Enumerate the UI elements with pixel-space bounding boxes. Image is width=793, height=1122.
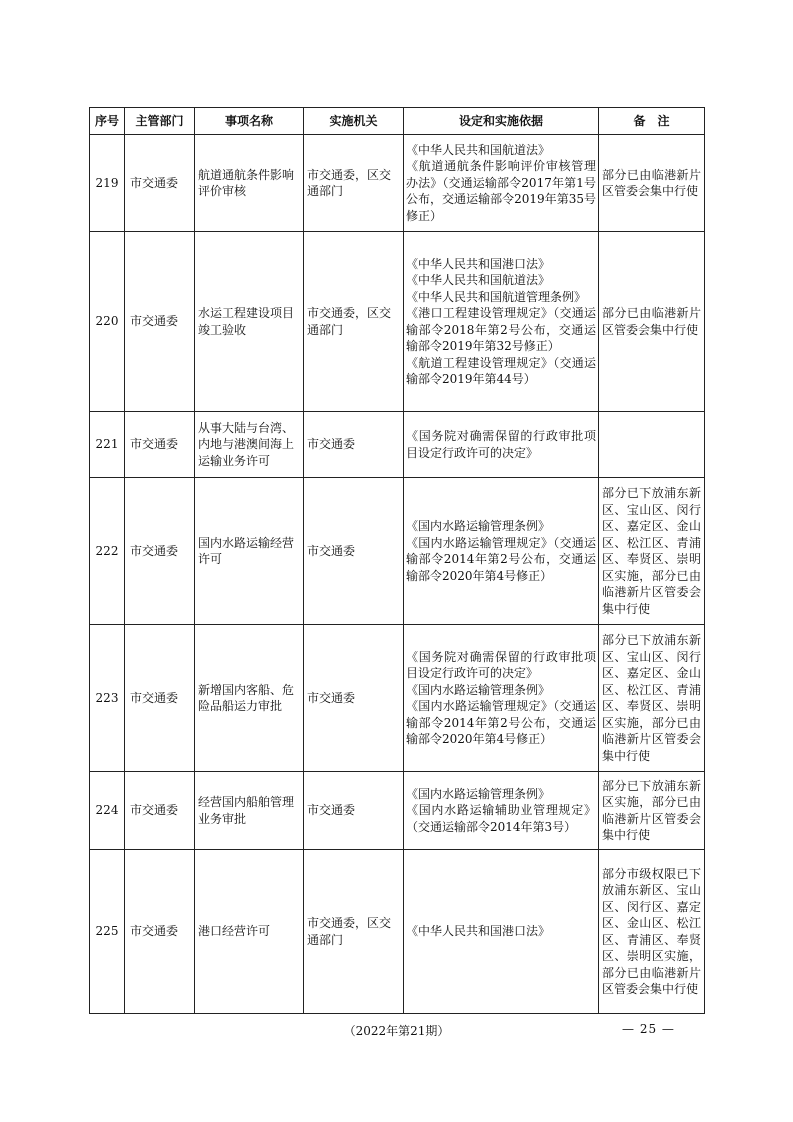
row-item-name-cell: 国内水路运输经营许可	[195, 478, 304, 625]
row-item-name-cell: 从事大陆与台湾、内地与港澳间海上运输业务许可	[195, 412, 304, 478]
row-note-cell	[599, 412, 705, 478]
table-row	[90, 478, 705, 625]
table-body	[90, 135, 705, 1014]
row-agency-cell: 市交通委	[304, 478, 404, 625]
header-note: 备 注	[599, 108, 705, 135]
footer-page-number: — 25 —	[622, 1022, 675, 1036]
basis-line: 《国内水路运输辅助业管理规定》（交通运输部令2014年第3号）	[406, 803, 596, 834]
row-item-name-cell: 港口经营许可	[195, 850, 304, 1014]
document-table	[89, 107, 705, 1014]
row-seq-cell: 221	[90, 412, 125, 478]
basis-line: 《中华人民共和国航道法》	[406, 273, 551, 287]
row-note-cell: 部分已下放浦东新区实施，部分已由临港新片区管委会集中行使	[599, 772, 705, 850]
table-row	[90, 135, 705, 232]
table-row	[90, 232, 705, 412]
row-basis-cell	[404, 478, 599, 625]
row-dept-cell: 市交通委	[125, 412, 195, 478]
basis-line: 《航道通航条件影响评价审核管理办法》（交通运输部令2017年第1号公布，交通运输部令2019年第35号修正）	[406, 159, 596, 223]
basis-line: 《国务院对确需保留的行政审批项目设定行政许可的决定》	[406, 649, 596, 680]
row-seq-cell: 222	[90, 478, 125, 625]
row-item-name-cell: 水运工程建设项目竣工验收	[195, 232, 304, 412]
row-basis-cell	[404, 135, 599, 232]
row-note-cell: 部分市级权限已下放浦东新区、宝山区、闵行区、嘉定区、金山区、松江区、青浦区、奉贤区、崇明区实施，部分已由临港新片区管委会集中行使	[599, 850, 705, 1014]
row-seq-cell: 223	[90, 625, 125, 772]
table-row	[90, 850, 705, 1014]
basis-line: 《中华人民共和国航道法》	[406, 142, 551, 157]
row-agency-cell: 市交通委	[304, 772, 404, 850]
row-note-cell: 部分已由临港新片区管委会集中行使	[599, 232, 705, 412]
row-basis-cell	[404, 772, 599, 850]
basis-line: 《中华人民共和国港口法》	[406, 256, 551, 271]
row-item-name-cell: 经营国内船舶管理业务审批	[195, 772, 304, 850]
basis-line: 《中华人民共和国航道管理条例》	[406, 289, 587, 304]
row-dept-cell: 市交通委	[125, 135, 195, 232]
row-agency-cell: 市交通委，区交通部门	[304, 135, 404, 232]
row-item-name-cell: 航道通航条件影响评价审核	[195, 135, 304, 232]
table-row	[90, 772, 705, 850]
row-basis-cell	[404, 412, 599, 478]
row-dept-cell: 市交通委	[125, 232, 195, 412]
basis-line: 《中华人民共和国港口法》	[406, 924, 551, 939]
basis-line: 《港口工程建设管理规定》（交通运输部令2018年第2号公布，交通运输部令2019年第32号修正）	[406, 306, 596, 353]
row-seq-cell: 224	[90, 772, 125, 850]
header-agency: 实施机关	[304, 108, 404, 135]
row-basis-cell	[404, 625, 599, 772]
header-name: 事项名称	[195, 108, 304, 135]
table-row	[90, 625, 705, 772]
footer-issue-label: （2022年第21期）	[343, 1024, 450, 1038]
row-agency-cell: 市交通委，区交通部门	[304, 232, 404, 412]
table-row	[90, 412, 705, 478]
header-dept: 主管部门	[125, 108, 195, 135]
row-note-cell: 部分已由临港新片区管委会集中行使	[599, 135, 705, 232]
basis-line: 《国内水路运输管理条例》	[406, 682, 551, 697]
row-agency-cell: 市交通委，区交通部门	[304, 850, 404, 1014]
basis-line: 《国内水路运输管理条例》	[406, 519, 551, 533]
row-dept-cell: 市交通委	[125, 625, 195, 772]
basis-line: 《国务院对确需保留的行政审批项目设定行政许可的决定》	[406, 429, 596, 460]
row-basis-cell	[404, 232, 599, 412]
basis-line: 《国内水路运输管理条例》	[406, 786, 551, 801]
row-item-name-cell: 新增国内客船、危险品船运力审批	[195, 625, 304, 772]
row-seq-cell: 219	[90, 135, 125, 232]
table-header-row	[90, 108, 705, 135]
row-seq-cell: 225	[90, 850, 125, 1014]
row-dept-cell: 市交通委	[125, 850, 195, 1014]
row-basis-cell	[404, 850, 599, 1014]
basis-line: 《航道工程建设管理规定》（交通运输部令2019年第44号）	[406, 355, 596, 386]
basis-line: 《国内水路运输管理规定》（交通运输部令2014年第2号公布，交通运输部令2020年第4号修正）	[406, 535, 596, 583]
row-dept-cell: 市交通委	[125, 772, 195, 850]
row-note-cell: 部分已下放浦东新区、宝山区、闵行区、嘉定区、金山区、松江区、青浦区、奉贤区、崇明区实施，部分已由临港新片区管委会集中行使	[599, 478, 705, 625]
header-seq: 序号	[90, 108, 125, 135]
row-agency-cell: 市交通委	[304, 412, 404, 478]
row-agency-cell: 市交通委	[304, 625, 404, 772]
row-seq-cell: 220	[90, 232, 125, 412]
row-dept-cell: 市交通委	[125, 478, 195, 625]
row-note-cell: 部分已下放浦东新区、宝山区、闵行区、嘉定区、金山区、松江区、青浦区、奉贤区、崇明区实施，部分已由临港新片区管委会集中行使	[599, 625, 705, 772]
basis-line: 《国内水路运输管理规定》（交通运输部令2014年第2号公布，交通运输部令2020年第4号修正）	[406, 699, 596, 746]
header-basis: 设定和实施依据	[404, 108, 599, 135]
